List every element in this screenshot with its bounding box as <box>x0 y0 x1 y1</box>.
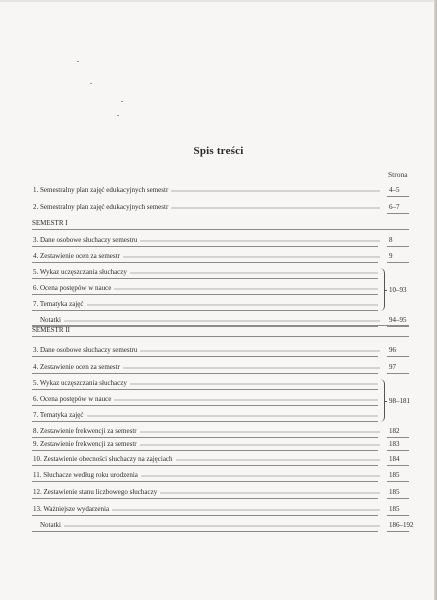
toc-entry-page: 6–7 <box>389 203 400 211</box>
scan-speck <box>77 61 79 62</box>
toc-entry-page: 184 <box>389 455 400 463</box>
toc-entry-label: 3. Dane osobowe słuchaczy semestru <box>33 346 138 354</box>
toc-entry-page: 94–95 <box>389 316 407 324</box>
dot-leader <box>114 288 378 290</box>
toc-entry-page: 185 <box>389 471 400 479</box>
toc-entry-label: Notatki <box>40 521 61 529</box>
dot-leader <box>114 399 378 401</box>
underline-rule <box>32 405 378 406</box>
underline-rule <box>32 389 378 390</box>
page-column-header: Strona <box>388 170 408 179</box>
underline-rule <box>32 465 378 466</box>
toc-entry-page: 8 <box>389 236 393 244</box>
dot-leader <box>140 431 380 433</box>
underline-rule <box>32 515 378 516</box>
toc-entry <box>0 519 437 531</box>
toc-entry <box>0 344 437 356</box>
toc-entry-label: 3. Dane osobowe słuchaczy semestru <box>33 236 138 244</box>
dot-leader <box>140 444 380 446</box>
underline-rule <box>387 515 409 516</box>
underline-rule <box>387 481 409 482</box>
underline-rule <box>32 356 378 357</box>
toc-entry <box>0 266 437 278</box>
underline-rule <box>387 450 409 451</box>
toc-entry-page: 97 <box>389 363 396 371</box>
underline-rule <box>32 326 378 327</box>
toc-entry-label: 6. Ocena postępów w nauce <box>33 284 112 292</box>
dot-leader <box>87 415 379 417</box>
underline-rule <box>32 310 378 311</box>
dot-leader <box>130 272 378 274</box>
toc-entry <box>0 486 437 498</box>
toc-entry <box>0 250 437 262</box>
underline-rule <box>32 294 378 295</box>
underline-rule <box>32 336 409 337</box>
underline-rule <box>32 450 378 451</box>
underline-rule <box>32 262 378 263</box>
page-title: Spis treści <box>193 145 244 157</box>
toc-entry <box>0 469 437 481</box>
underline-rule <box>32 373 378 374</box>
toc-entry-page: 183 <box>389 440 400 448</box>
toc-entry-page: 9 <box>389 252 393 260</box>
dot-leader <box>140 350 380 352</box>
toc-entry-label: 9. Zestawienie frekwencji za semestr <box>33 440 137 448</box>
underline-rule <box>387 262 409 263</box>
dot-leader <box>176 459 380 461</box>
underline-rule <box>387 196 409 197</box>
scan-edge-top <box>0 0 437 2</box>
toc-entry <box>0 184 437 196</box>
toc-entry <box>0 298 437 310</box>
semester-heading: SEMESTR II <box>32 326 70 334</box>
underline-rule <box>387 465 409 466</box>
dot-leader <box>112 509 380 511</box>
toc-entry <box>0 453 437 465</box>
underline-rule <box>387 498 409 499</box>
toc-entry-page: 185 <box>389 488 400 496</box>
toc-entry-label: Notatki <box>40 316 61 324</box>
dot-leader <box>141 475 380 477</box>
toc-entry-label: 4. Zestawienie ocen za semestr <box>33 252 120 260</box>
scan-speck <box>90 83 92 84</box>
dot-leader <box>64 525 380 527</box>
toc-entry <box>0 438 437 450</box>
dot-leader <box>171 207 380 209</box>
underline-rule <box>32 498 378 499</box>
toc-entry <box>0 393 437 405</box>
toc-entry-page: 186–192 <box>389 521 414 529</box>
scan-speck <box>121 101 123 102</box>
toc-entry-page: 182 <box>389 427 400 435</box>
toc-entry-label: 6. Ocena postępów w nauce <box>33 395 112 403</box>
dot-leader <box>130 383 378 385</box>
underline-rule <box>32 421 378 422</box>
toc-entry <box>0 201 437 213</box>
toc-entry-page: 4–5 <box>389 186 400 194</box>
toc-entry-label: 10. Zestawienie obecności słuchaczy na zajęciach <box>33 455 173 463</box>
underline-rule <box>32 278 378 279</box>
underline-rule <box>32 325 409 326</box>
dot-leader <box>123 256 380 258</box>
underline-rule <box>387 246 409 247</box>
group-page-range: 10–93 <box>389 285 407 294</box>
brace-tip <box>384 290 387 291</box>
dot-leader <box>140 240 380 242</box>
toc-entry <box>0 503 437 515</box>
toc-entry-label: 2. Semestralny plan zajęć edukacyjnych semestr <box>33 203 169 211</box>
toc-entry-label: 8. Zestawienie frekwencji za semestr <box>33 427 137 435</box>
toc-entry <box>0 377 437 389</box>
group-page-range: 98–181 <box>389 396 410 405</box>
toc-entry-page: 185 <box>389 505 400 513</box>
dot-leader <box>64 320 380 322</box>
dot-leader <box>87 304 379 306</box>
toc-entry-label: 7. Tematyka zajęć <box>33 300 84 308</box>
toc-entry-label: 1. Semestralny plan zajęć edukacyjnych semestr <box>33 186 169 194</box>
toc-entry-label: 12. Zestawienie stanu liczbowego słuchaczy <box>33 488 158 496</box>
toc-entry <box>0 282 437 294</box>
underline-rule <box>32 481 378 482</box>
underline-rule <box>32 531 378 532</box>
dot-leader <box>123 367 380 369</box>
toc-entry-label: 7. Tematyka zajęć <box>33 411 84 419</box>
toc-entry <box>0 425 437 437</box>
semester-heading: SEMESTR I <box>32 219 68 227</box>
underline-rule <box>387 373 409 374</box>
underline-rule <box>32 246 378 247</box>
brace-tip <box>384 401 387 402</box>
toc-entry-page: 96 <box>389 346 396 354</box>
underline-rule <box>387 213 409 214</box>
toc-entry-label: 13. Ważniejsze wydarzenia <box>33 505 110 513</box>
underline-rule <box>32 229 409 230</box>
dot-leader <box>171 190 380 192</box>
toc-entry <box>0 361 437 373</box>
underline-rule <box>387 356 409 357</box>
toc-entry-label: 5. Wykaz uczęszczania słuchaczy <box>33 379 127 387</box>
toc-entry-label: 5. Wykaz uczęszczania słuchaczy <box>33 268 127 276</box>
underline-rule <box>387 326 409 327</box>
scan-speck <box>117 115 119 116</box>
toc-entry-label: 4. Zestawienie ocen za semestr <box>33 363 120 371</box>
underline-rule <box>387 531 409 532</box>
toc-entry-label: 11. Słuchacze według roku urodzenia <box>33 471 138 479</box>
toc-entry <box>0 234 437 246</box>
dot-leader <box>160 492 380 494</box>
toc-entry <box>0 409 437 421</box>
